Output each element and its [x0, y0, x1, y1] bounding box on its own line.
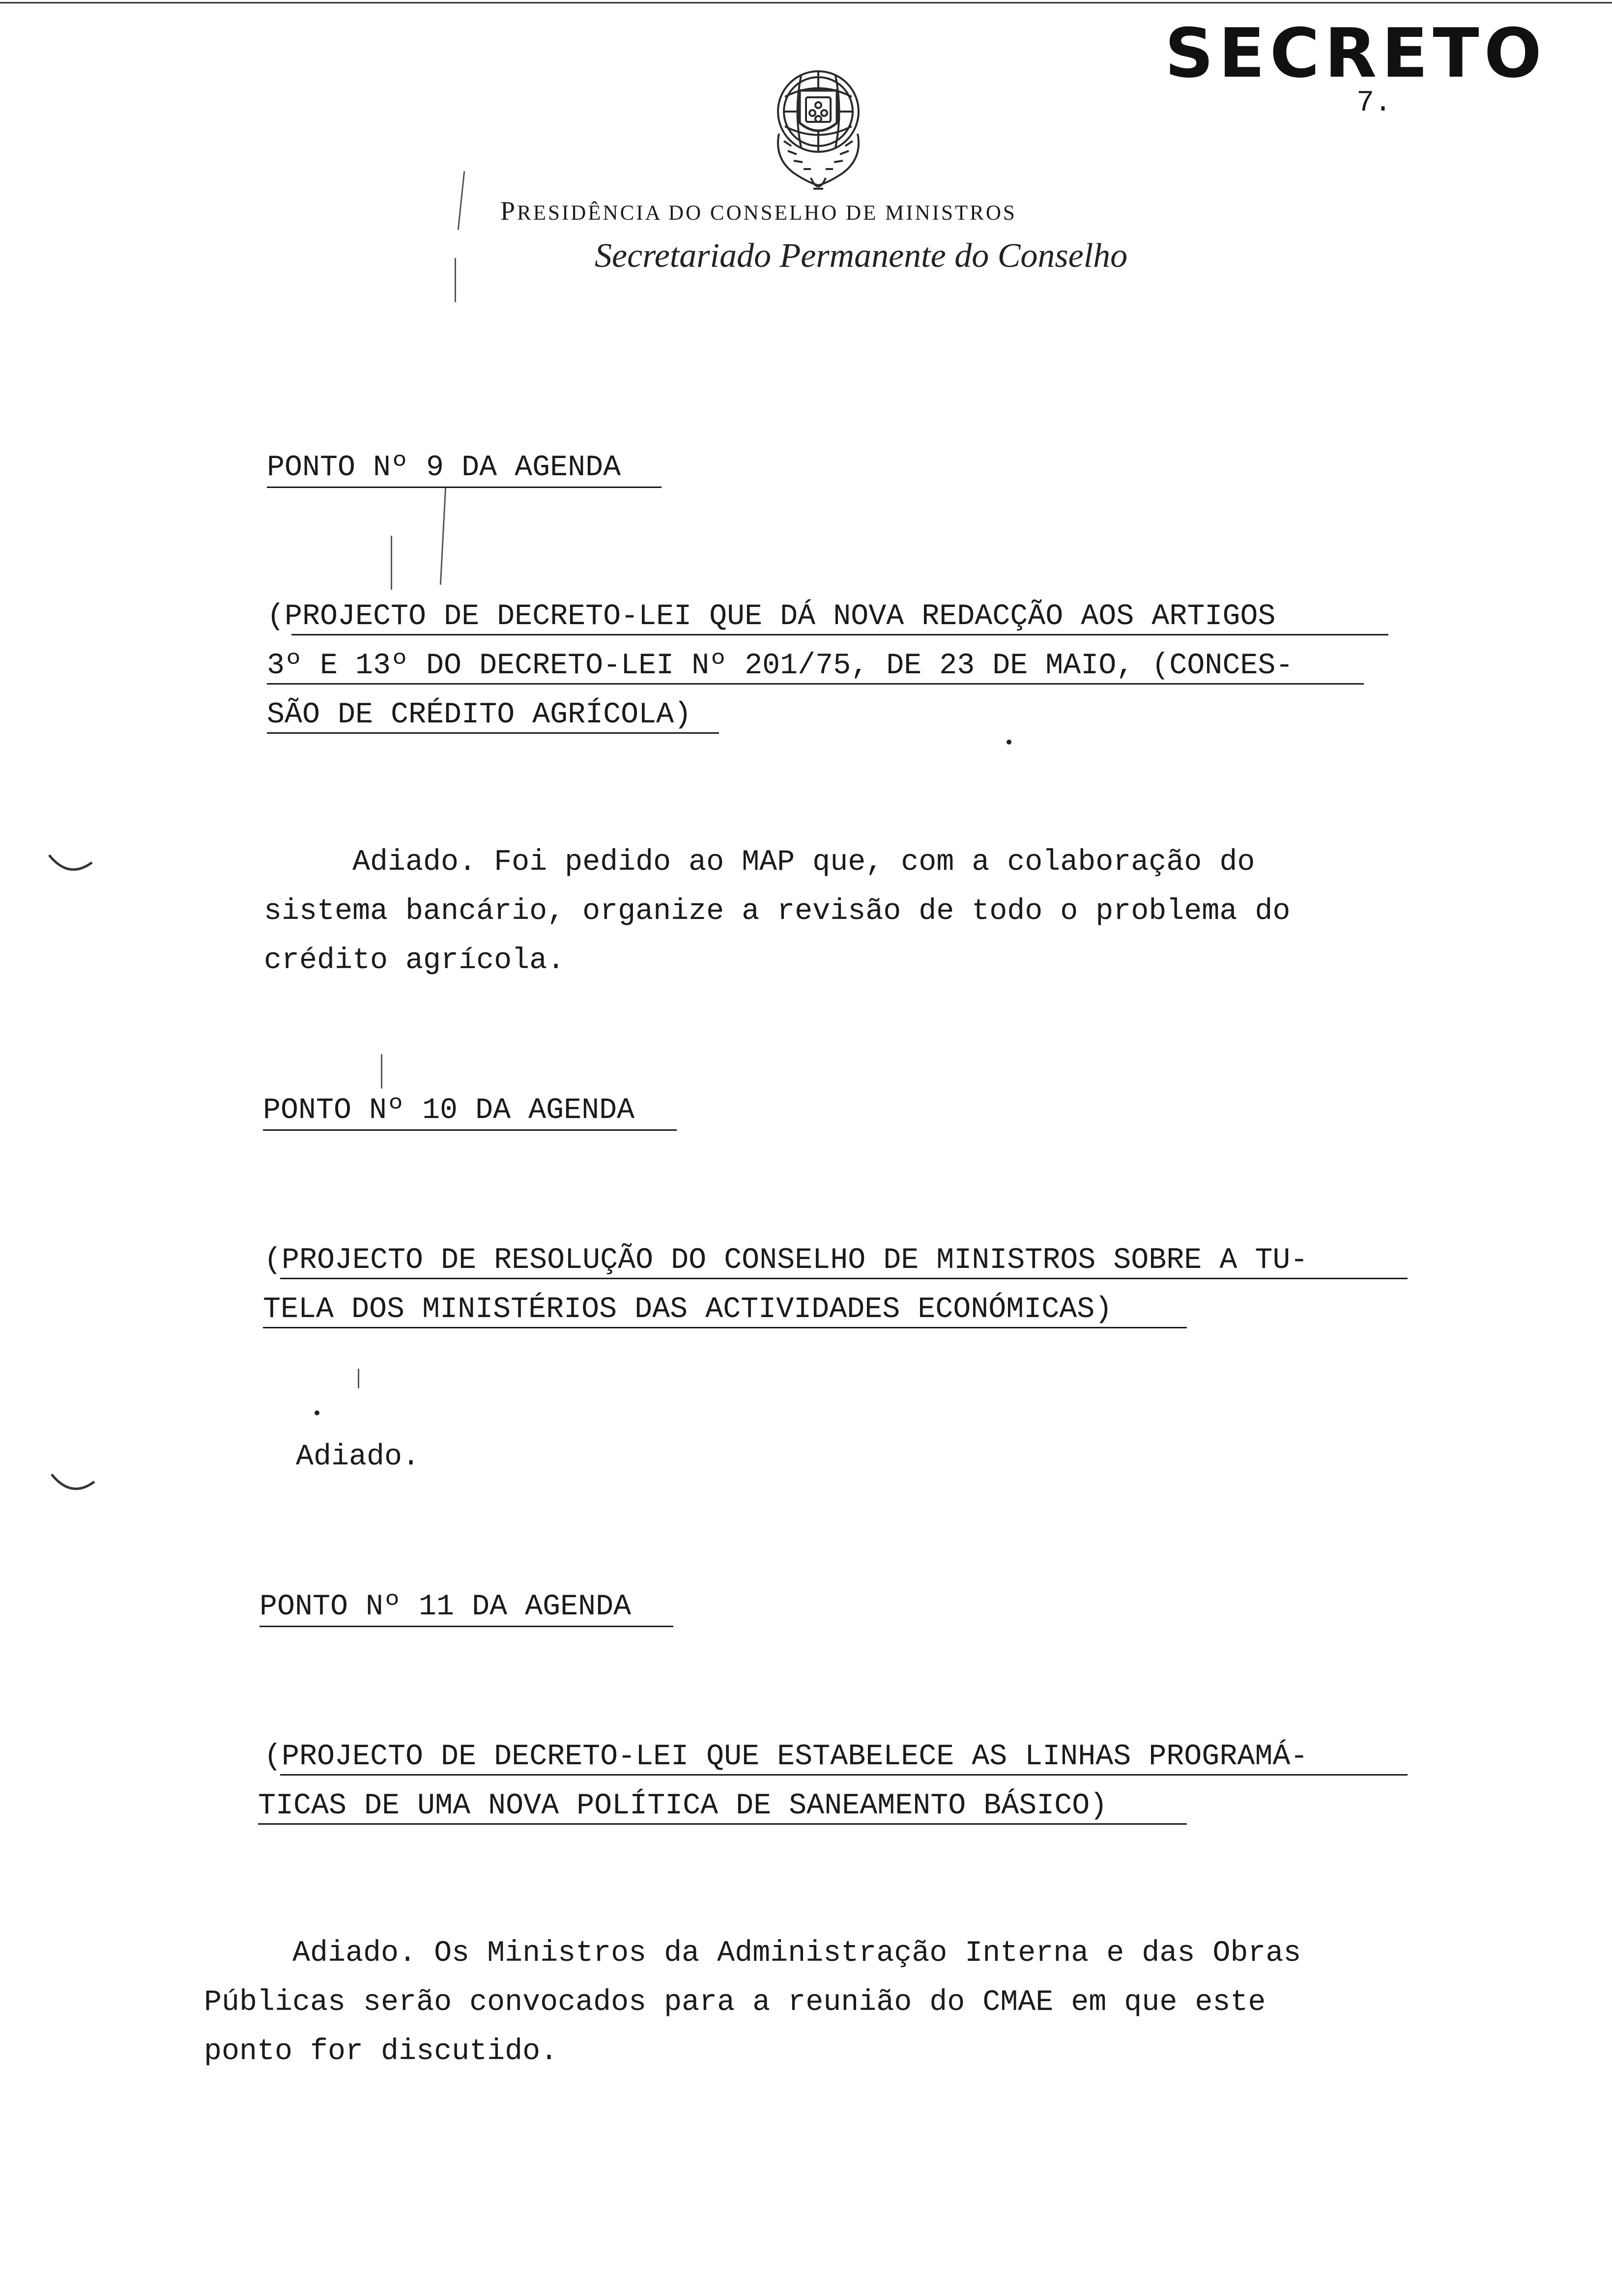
- decision-line: ponto for discutido.: [204, 2035, 558, 2068]
- title-underline: [280, 1278, 1408, 1279]
- agenda-item-heading: PONTO Nº 11 DA AGENDA: [259, 1590, 632, 1624]
- institution-rest: RESIDÊNCIA DO CONSELHO DE MINISTROS: [517, 201, 1017, 225]
- agenda-item-heading: PONTO Nº 10 DA AGENDA: [263, 1094, 635, 1127]
- heading-underline: [259, 1626, 673, 1627]
- agenda-item-heading: PONTO Nº 9 DA AGENDA: [267, 451, 621, 485]
- agenda-item-title-line: (PROJECTO DE DECRETO-LEI QUE DÁ NOVA REDACÇÃO AOS ARTIGOS: [267, 600, 1276, 633]
- decision-line: Adiado.: [207, 1440, 420, 1474]
- decision-line: Adiado. Os Ministros da Administração Interna e das Obras: [204, 1937, 1301, 1970]
- heading-underline: [263, 1129, 677, 1131]
- agenda-item-title-line: 3º E 13º DO DECRETO-LEI Nº 201/75, DE 23 DE MAIO, (CONCES-: [267, 649, 1294, 683]
- heading-underline: [267, 487, 662, 488]
- margin-mark: [455, 258, 456, 302]
- title-underline: [291, 634, 1388, 635]
- margin-mark: [458, 171, 465, 230]
- decision-line: crédito agrícola.: [264, 944, 565, 977]
- agenda-item-decision: [204, 1929, 1301, 2076]
- margin-mark: [358, 1369, 359, 1388]
- title-underline: [280, 1774, 1408, 1776]
- title-underline: [267, 683, 1364, 685]
- margin-mark: [1007, 740, 1011, 745]
- institution-initial: P: [500, 196, 518, 226]
- title-underline: [263, 1327, 1187, 1328]
- page-number: 7.: [1356, 86, 1392, 120]
- margin-mark: [315, 1410, 319, 1415]
- agenda-item-title-line: TICAS DE UMA NOVA POLÍTICA DE SANEAMENTO BÁSICO): [258, 1789, 1108, 1823]
- title-underline: [258, 1823, 1187, 1825]
- department-name: Secretariado Permanente do Conselho: [595, 237, 1128, 275]
- top-border-line: [0, 2, 1612, 3]
- classification-stamp: SECRETO: [1165, 14, 1547, 93]
- margin-mark: [381, 1054, 382, 1089]
- agenda-item-title-line: (PROJECTO DE RESOLUÇÃO DO CONSELHO DE MINISTROS SOBRE A TU-: [264, 1244, 1308, 1277]
- margin-mark: [49, 1469, 98, 1499]
- margin-mark: [47, 850, 96, 880]
- decision-line: Adiado. Foi pedido ao MAP que, com a colaboração do: [264, 846, 1255, 879]
- institution-name: [500, 198, 1017, 224]
- agenda-item-decision: [207, 1433, 420, 1482]
- margin-mark: [440, 487, 446, 585]
- agenda-item-title-line: SÃO DE CRÉDITO AGRÍCOLA): [267, 698, 692, 732]
- decision-line: Públicas serão convocados para a reunião do CMAE em que este: [204, 1986, 1266, 2019]
- agenda-item-decision: [264, 838, 1290, 985]
- coat-of-arms-icon: [764, 60, 872, 202]
- margin-mark: [391, 536, 392, 590]
- agenda-item-title-line: (PROJECTO DE DECRETO-LEI QUE ESTABELECE AS LINHAS PROGRAMÁ-: [264, 1740, 1308, 1774]
- decision-line: sistema bancário, organize a revisão de todo o problema do: [264, 895, 1291, 928]
- agenda-item-title-line: TELA DOS MINISTÉRIOS DAS ACTIVIDADES ECONÓMICAS): [263, 1293, 1113, 1326]
- title-underline: [267, 732, 719, 734]
